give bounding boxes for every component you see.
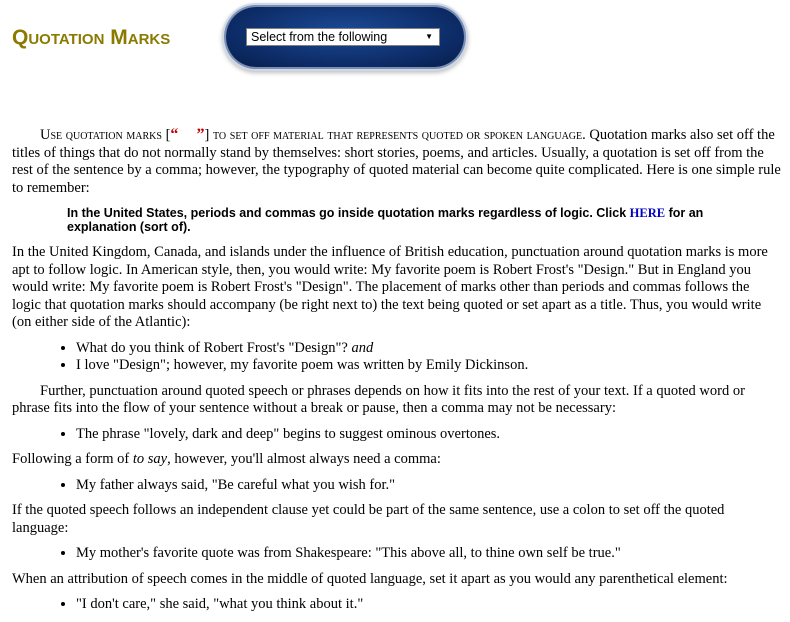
close-quote-mark: ”	[196, 126, 205, 143]
list-item-conjunction: and	[351, 339, 374, 356]
rule-callout	[67, 206, 717, 234]
example-list-4	[12, 545, 782, 563]
dropdown-arrow-icon: ▼	[425, 32, 433, 41]
nav-capsule	[226, 7, 464, 67]
rule-text: In the United States, periods and commas go inside quotation marks regardless of logic. Click	[67, 206, 627, 220]
attribution-paragraph: When an attribution of speech comes in the middle of quoted language, set it apart as you would any parenthetical element:	[12, 570, 728, 587]
article-body	[12, 126, 782, 622]
following-em: to say	[132, 451, 168, 467]
list-item	[76, 340, 782, 358]
intro-paragraph: Use quotation marks [“ ”] to set off material that represents quoted or spoken language. Quotation marks also set off the titles of things that do not normally stand by themselves: short stories, poems, and articles. Usually, a quotation is set off from the rest of the sentence by a comma; however, the typography of quoted material can become quite complicated. Here is one simple rule to remember:	[12, 126, 781, 196]
following-pre: Following a form of	[12, 451, 130, 467]
list-item-text: What do you think of Robert Frost's "Design"?	[76, 339, 348, 356]
intro-rest: . Quotation marks also set off the titles of things that do not normally stand by themselves: short stories, poems, and articles. Usually, a quotation is set off from the rest of the sentence by a comma; however, the typography of quoted material can become quite complicated. Here is one simple rule to remember:	[12, 127, 781, 196]
open-quote-mark: “	[170, 126, 179, 143]
following-post: , however, you'll almost always need a comma:	[167, 451, 441, 467]
list-item: • The phrase "lovely, dark and deep" begins to suggest ominous overtones.	[76, 426, 782, 444]
topic-select-value: Select from the following	[251, 30, 388, 44]
here-link[interactable]: HERE	[629, 206, 666, 220]
further-paragraph: Further, punctuation around quoted speech or phrases depends on how it fits into the rest of your text. If a quoted word or phrase fits into the flow of your sentence without a break or pause, then a comma may not be necessary:	[12, 382, 745, 416]
uk-paragraph: In the United Kingdom, Canada, and islands under the influence of British education, punctuation around quotation marks is more apt to follow logic. In American style, then, you would write: My favorite poem is Robert Frost's "Design." But in England you would write: My favorite poem is Robert Frost's "Design". The placement of marks other than periods and commas follows the logic that quotation marks should accompany (be right next to) the text being quoted or set apart as a title. Thus, you would write (on either side of the Atlantic):	[12, 244, 768, 330]
colon-paragraph: If the quoted speech follows an independent clause yet could be part of the same sentence, use a colon to set off the quoted language:	[12, 502, 725, 536]
example-list-2	[12, 426, 782, 444]
intro-lead2: to set off material that represents quoted or spoken language	[213, 127, 583, 143]
intro-lead: Use quotation marks	[40, 127, 162, 143]
list-item: • I love "Design"; however, my favorite poem was written by Emily Dickinson.	[76, 357, 782, 375]
list-item: • My mother's favorite quote was from Shakespeare: "This above all, to thine own self be true."	[76, 545, 782, 563]
following-paragraph	[12, 451, 782, 469]
list-item: • My father always said, "Be careful what you wish for."	[76, 477, 782, 495]
topic-select[interactable]	[246, 28, 440, 46]
example-list-5	[12, 596, 782, 614]
page-title: Quotation Marks	[12, 26, 171, 49]
list-item: • "I don't care," she said, "what you think about it."	[76, 596, 782, 614]
rule-text2: for an explanation (sort of).	[67, 206, 704, 234]
example-list-1	[12, 340, 782, 375]
example-list-3	[12, 477, 782, 495]
